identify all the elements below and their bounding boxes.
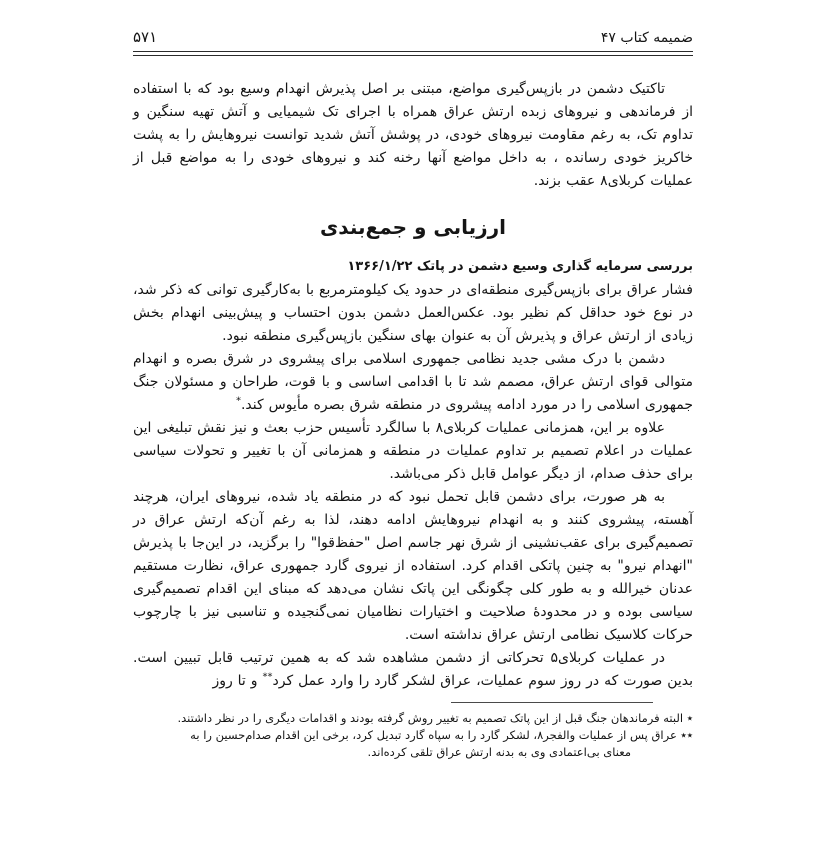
- footnotes-section: [133, 702, 693, 761]
- paragraph-text: در عملیات کربلای۵ تحرکاتی از دشمن مشاهده شد که به همین ترتیب قابل تبیین است. بدین صورت که در روز سوم عملیات، عراق لشکر گارد را وارد عمل کرد: [133, 650, 693, 689]
- footnote-1: ٭ البته فرماندهان جنگ قبل از این پاتک تصمیم به تغییر روش گرفته بودند و اقدامات دیگری را در نظر داشتند.: [177, 711, 693, 725]
- paragraph-anniversary: علاوه بر این، همزمانی عملیات کربلای۸ با سالگرد تأسیس حزب بعث و نیز نقش تبلیغی این عملیات در اعلام تصمیم بر تداوم عملیات در منطقه و همزمانی آن با تغییر و تحولات سیاسی برای حذف صدام، از دیگر عوامل قابل ذکر می‌باشد.: [133, 420, 693, 482]
- paragraph-karbala5: [133, 647, 693, 693]
- footnote-separator-rule: [451, 702, 653, 703]
- header-section-title: ضمیمه کتاب ۴۷: [600, 30, 693, 46]
- section-heading: ارزیابی و جمع‌بندی: [319, 215, 507, 239]
- footnote-2-continuation: معنای بی‌اعتمادی وی به بدنه ارتش عراق تلقی کرده‌اند.: [367, 745, 631, 759]
- paragraph-analysis: به هر صورت، برای دشمن قابل تحمل نبود که در منطقه یاد شده، نیروهای ایران، هرچند آهسته، پیشروی کنند و به انهدام نیروهایش ادامه دهند، لذا به رغم آن‌که ارتش عراق در تصمیم‌گیری برای عقب‌نشینی از شرق نهر جاسم اصل "حفظ‌قوا" را برگزید، در این‌جا با پذیرش "انهدام نیرو" به چنین پاتکی اقدام کرد. استفاده از نیروی گارد جمهوری عراق، نظارت مستقیم عدنان خیرالله و به طور کلی چگونگی این پاتک نشان می‌دهد که مبنای این اقدام تصمیم‌گیری سیاسی بوده و در محدودۀ صلاحیت و اختیارات نظامیان نمی‌گنجیده و تناسبی نیز با چارچوب حرکات کلاسیک نظامی ارتش عراق نداشته است.: [133, 489, 693, 643]
- paragraph-text: و تا روز: [212, 673, 263, 689]
- paragraph-text: دشمن با درک مشی جدید نظامی جمهوری اسلامی برای پیشروی در شرق بصره و انهدام متوالی قوای ارتش عراق، مصمم شد تا با اقدامی اساسی و با قوت، طراحان و مسئولان جنگ جمهوری اسلامی را در مورد ادامه پیشروی در منطقه شرق بصره مأیوس کند.: [133, 351, 693, 413]
- page-body: [133, 78, 693, 693]
- footnote-2: ٭٭ عراق پس از عملیات والفجر۸، لشکر گارد را به سپاه گارد تبدیل کرد، برخی این اقدام صدام‌حسین را به: [190, 728, 693, 742]
- paragraph-enemy-resolve: [133, 348, 693, 417]
- subsection-heading: بررسی سرمایه گذاری وسیع دشمن در پاتک ۱۳۶۶/۱/۲۲: [347, 259, 693, 274]
- paragraph-tactics: تاکتیک دشمن در بازپس‌گیری مواضع، مبتنی بر اصل پذیرش انهدام وسیع بود که با استفاده از فرماندهی و نیروهای زبده ارتش عراق همراه با اجرای تک شیمیایی و آتش تهیه سنگین و تداوم تک، به رغم مقاومت نیروهای خودی، در پوشش آتش شدید توانست نیروهایش را به پشت خاکریز خودی رسانده ، به داخل مواضع آنها رخنه کند و نیروهای خودی را به مواضع قبل از عملیات کربلای۸ عقب بزند.: [133, 81, 693, 189]
- page-header: [133, 28, 693, 51]
- footnote-marker-1: *: [235, 395, 241, 407]
- paragraph-pressure: فشار عراق برای بازپس‌گیری منطقه‌ای در حدود یک کیلومترمربع با به‌کارگیری توانی که ذکر شد، در نوع خود حداقل کم نظیر بود. عکس‌العمل دشمن بدون احتساب و پیش‌بینی انهدام بخش زیادی از ارتش عراق و پذیرش آن به عنوان بهای سنگین بازپس‌گیری منطقه نبود.: [133, 282, 693, 344]
- header-double-rule: [133, 51, 693, 56]
- header-page-number: ۵۷۱: [133, 28, 158, 46]
- footnote-marker-2: **: [262, 671, 273, 683]
